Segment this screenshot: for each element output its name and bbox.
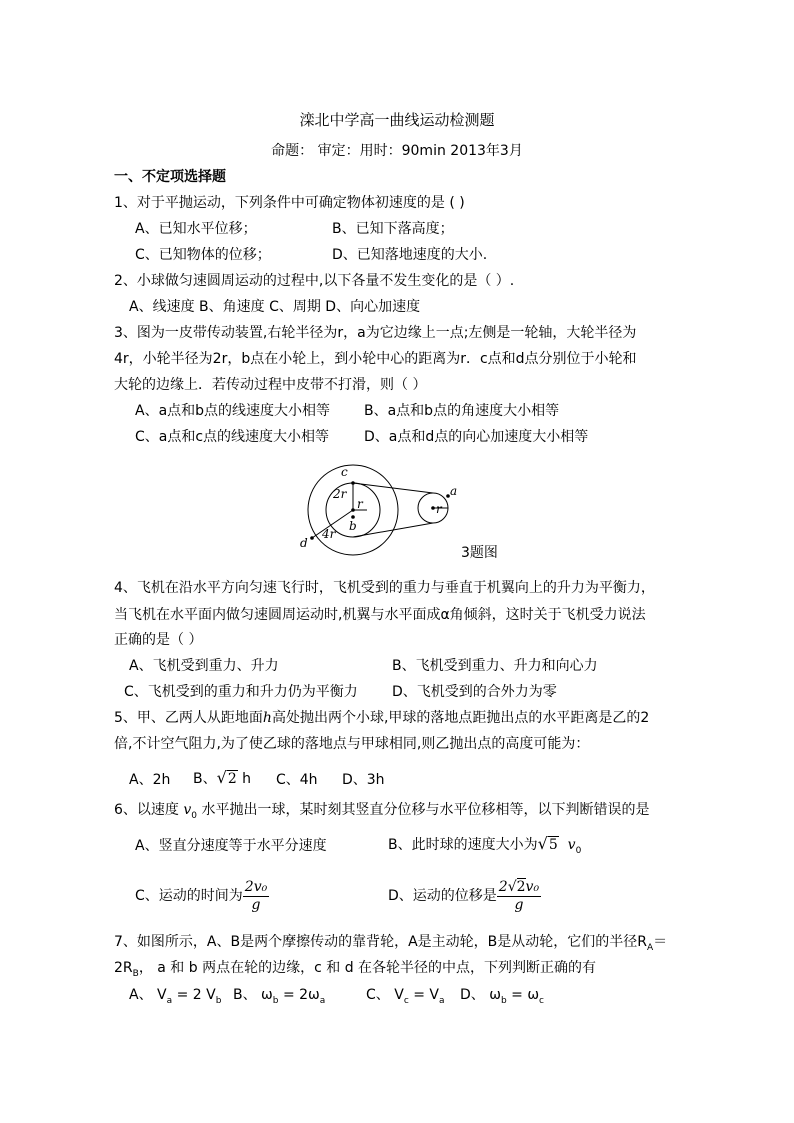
q4-line-2: 当飞机在水平面内做匀速圆周运动时,机翼与水平面成α角倾斜，这时关于飞机受力说法 [114, 607, 646, 623]
q2-stem: 2、小球做匀速圆周运动的过程中,以下各量不发生变化的是（ ）. [114, 273, 515, 289]
q6-d-velocity: v₀ [525, 878, 540, 895]
q6-d-fraction [497, 879, 541, 914]
q7-ra-subscript: A [647, 942, 654, 953]
q5-option-a: A、2h [129, 772, 171, 788]
q5-line-2: 倍,不计空气阻力,为了使乙球的落地点与甲球相同,则乙抛出点的高度可能为： [114, 736, 590, 752]
q7-d-sub2: c [539, 995, 544, 1006]
belt-top [353, 483, 433, 493]
q5-option-d: D、3h [342, 772, 385, 788]
q7-line-2-a: 2R [114, 960, 133, 976]
label-2r: 2r [333, 487, 347, 501]
q6-d-coef: 2 [498, 878, 508, 895]
q7-option-d [460, 985, 544, 1011]
label-r-right: r [436, 502, 442, 516]
q4-option-b: B、飞机受到重力、升力和向心力 [392, 658, 598, 674]
q6-option-a: A、竖直分速度等于水平分速度 [135, 838, 327, 854]
q5-radicand: 2 [227, 771, 237, 787]
q5-h-symbol: h [262, 710, 272, 726]
q3-option-b: B、a点和b点的角速度大小相等 [364, 403, 560, 419]
q6-stem [114, 800, 649, 826]
q6-b-v-subscript: 0 [575, 845, 582, 856]
q7-d-part2: = ω [506, 987, 540, 1003]
label-r-small: r [357, 497, 363, 511]
q1-option-a: A、已知水平位移； [135, 221, 257, 237]
q3-option-a: A、a点和b点的线速度大小相等 [135, 403, 331, 419]
q6-stem-a: 6、以速度 [114, 802, 184, 818]
q6-option-b-prefix: B、此时球的速度大小为 [388, 837, 538, 853]
q5-line-1-a: 5、甲、乙两人从距地面 [114, 710, 263, 726]
q5-option-b [193, 768, 251, 789]
q4-option-a: A、飞机受到重力、升力 [129, 658, 279, 674]
q5-line-1-b: 高处抛出两个小球,甲球的落地点距抛出点的水平距离是乙的2 [271, 710, 650, 726]
q6-c-denominator: g [251, 896, 261, 913]
q7-a-part2: = 2 V [172, 987, 216, 1003]
q5-line-1 [114, 708, 649, 728]
q6-v-symbol: v [183, 802, 192, 818]
q4-option-c: C、飞机受到的重力和升力仍为平衡力 [124, 684, 358, 700]
q6-option-d-prefix: D、运动的位移是 [388, 888, 497, 904]
q6-option-c [135, 878, 269, 914]
q7-d-sub1: b [500, 995, 507, 1006]
figure-caption: 3题图 [461, 545, 498, 561]
q6-option-c-prefix: C、运动的时间为 [135, 888, 243, 904]
q7-c-sub1: c [403, 995, 409, 1006]
exam-meta: 命题： 审定：用时：90min 2013年3月 [271, 143, 523, 159]
label-4r: 4r [322, 527, 336, 541]
sqrt-symbol: √5 [537, 834, 558, 853]
label-b: b [349, 519, 357, 533]
q4-line-1: 4、飞机在沿水平方向匀速飞行时，飞机受到的重力与垂直于机翼向上的升力为平衡力， [114, 580, 655, 596]
q6-stem-b: 水平抛出一球，某时刻其竖直分位移与水平位移相等，以下判断错误的是 [197, 802, 650, 818]
q3-line-2: 4r，小轮半径为2r，b点在小轮上，到小轮中心的距离为r．c点和d点分别位于小轮和 [114, 351, 637, 367]
q6-c-fraction [243, 879, 269, 914]
q4-option-d: D、飞机受到的合外力为零 [392, 684, 557, 700]
q7-b-part2: = 2ω [278, 987, 320, 1003]
q6-d-denominator: g [514, 896, 524, 913]
q6-b-v-symbol: v [567, 837, 576, 853]
sqrt-symbol: √ [507, 878, 517, 895]
q1-stem: 1、对于平抛运动，下列条件中可确定物体初速度的是 ( ) [114, 195, 465, 211]
q7-c-part2: = V [408, 987, 439, 1003]
label-d: d [300, 536, 308, 550]
q2-options: A、线速度 B、角速度 C、周期 D、向心加速度 [129, 299, 421, 315]
q7-b-sub2: a [319, 995, 326, 1006]
q6-option-b [388, 834, 581, 861]
point-c [351, 481, 355, 485]
q3-option-d: D、a点和d点的向心加速度大小相等 [364, 429, 589, 445]
sqrt-symbol: √2 [216, 768, 237, 787]
belt-bottom [353, 523, 433, 537]
q4-line-3: 正确的是（ ） [114, 632, 203, 648]
q3-option-c: C、a点和c点的线速度大小相等 [135, 429, 330, 445]
label-c: c [341, 465, 348, 479]
q7-d-part1: D、 ω [460, 987, 501, 1003]
q6-d-numerator [497, 879, 541, 897]
point-d [310, 536, 314, 540]
q7-rb-subscript: B [132, 968, 139, 979]
q3-line-3: 大轮的边缘上．若传动过程中皮带不打滑，则（ ） [114, 377, 427, 393]
q7-line-1 [114, 932, 667, 958]
q6-v-subscript: 0 [191, 810, 198, 821]
q7-line-1-a: 7、如图所示，A、B是两个摩擦传动的靠背轮，A是主动轮，B是从动轮，它们的半径R [114, 934, 647, 950]
q7-line-2-b: ， a 和 b 两点在轮的边缘，c 和 d 在各轮半径的中点，下列判断正确的有 [138, 960, 597, 976]
right-center [431, 506, 435, 510]
q7-a-sub2: b [215, 995, 222, 1006]
q7-option-c [366, 985, 445, 1011]
q7-option-a [129, 985, 221, 1011]
q7-b-part1: B、 ω [233, 987, 273, 1003]
q5-option-b-prefix: B、 [193, 771, 217, 787]
q7-a-part1: A、 V [129, 987, 167, 1003]
section-heading: 一、不定项选择题 [114, 169, 226, 185]
q6-d-radicand: 2 [516, 878, 526, 895]
q7-c-part1: C、 V [366, 987, 404, 1003]
q1-option-d: D、已知落地速度的大小. [332, 247, 488, 263]
q6-c-numerator: 2v₀ [244, 878, 268, 895]
label-a: a [450, 484, 458, 498]
q6-option-d [388, 878, 541, 914]
q7-option-b [233, 985, 325, 1011]
q7-c-sub2: a [438, 995, 445, 1006]
q6-radicand: 5 [548, 837, 558, 853]
q5-option-b-suffix: h [237, 771, 252, 787]
q5-option-c: C、4h [276, 772, 318, 788]
page-title: 滦北中学高一曲线运动检测题 [299, 111, 495, 129]
q7-line-2 [114, 958, 596, 984]
q7-a-sub1: a [166, 995, 173, 1006]
center-dot [351, 508, 355, 512]
belt-drive-figure [290, 462, 470, 562]
q7-line-1-b: ＝ [653, 934, 668, 950]
q7-b-sub1: b [272, 995, 279, 1006]
q3-line-1: 3、图为一皮带传动装置,右轮半径为r，a为它边缘上一点;左侧是一轮轴，大轮半径为 [114, 325, 637, 341]
q1-option-b: B、已知下落高度； [332, 221, 454, 237]
q1-option-c: C、已知物体的位移； [135, 247, 271, 263]
